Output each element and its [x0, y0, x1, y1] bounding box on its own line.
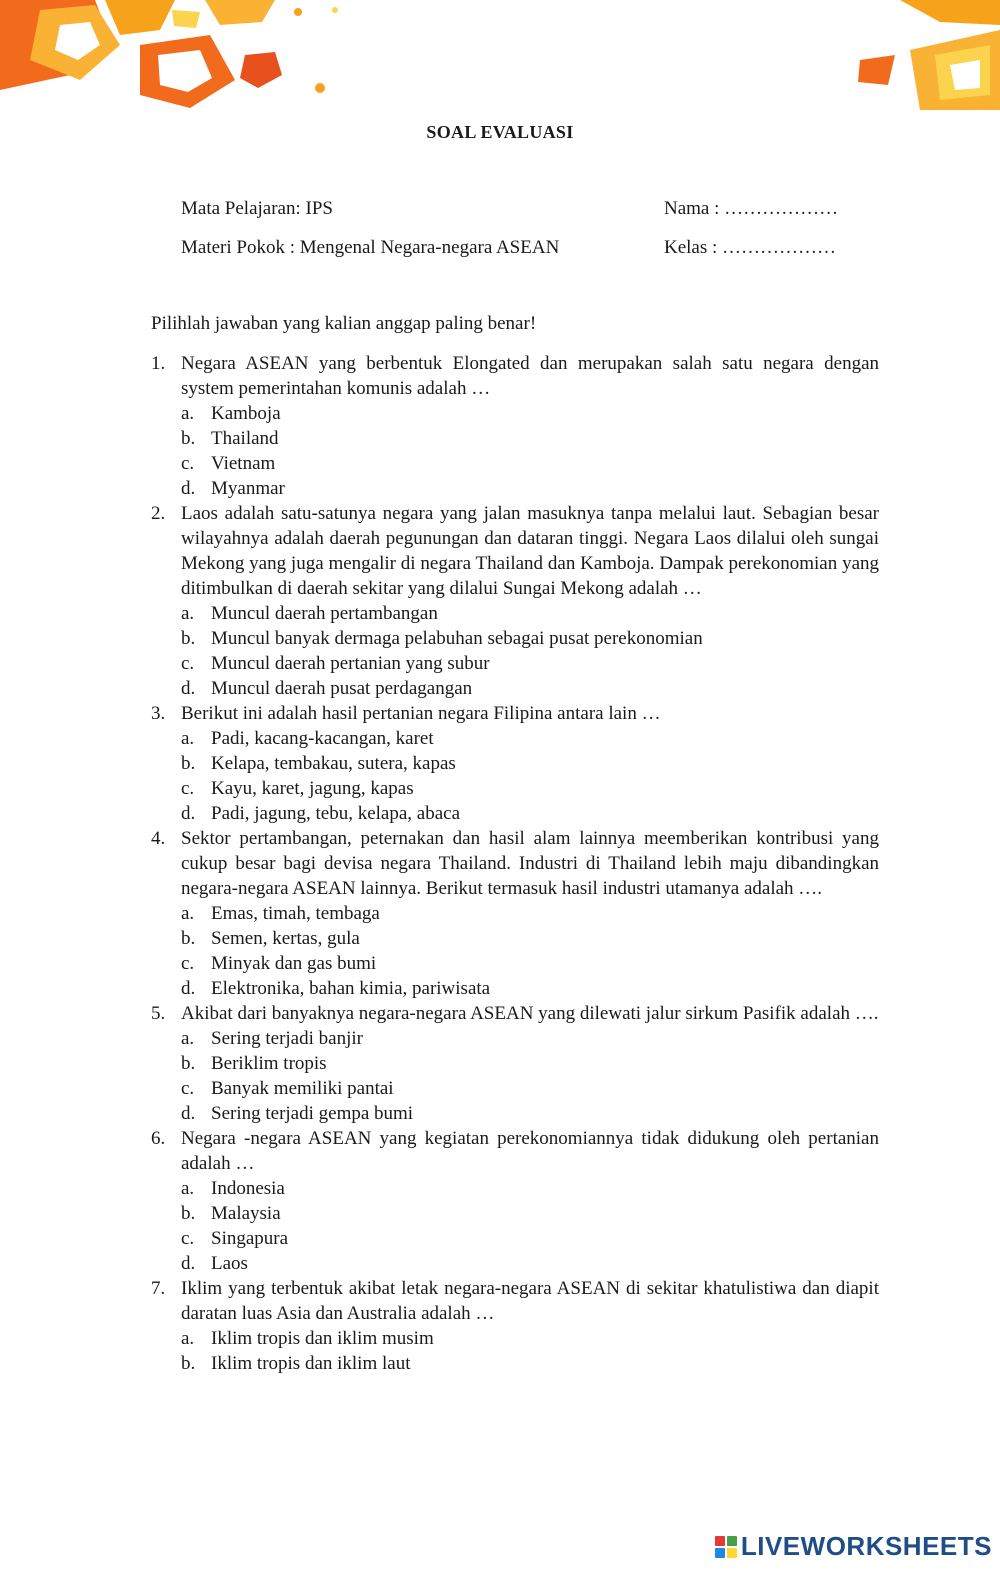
option-text: Minyak dan gas bumi	[211, 953, 377, 974]
answer-option	[151, 926, 879, 951]
option-text: Kamboja	[211, 403, 281, 424]
option-letter: a.	[181, 728, 195, 749]
option-letter: d.	[181, 1253, 196, 1274]
topic-label: Materi Pokok : Mengenal Negara-negara ASEAN	[181, 237, 560, 258]
option-letter: b.	[181, 628, 196, 649]
subject-label: Mata Pelajaran: IPS	[181, 198, 333, 219]
answer-option	[151, 1251, 879, 1276]
option-letter: b.	[181, 753, 196, 774]
logo-square	[715, 1536, 725, 1546]
answer-option	[151, 1176, 879, 1201]
question-number: 4.	[151, 828, 166, 849]
answer-option	[151, 801, 879, 826]
question-text: Negara ASEAN yang berbentuk Elongated dan merupakan salah satu negara dengan system pemerintahan komunis adalah …	[181, 353, 879, 399]
liveworksheets-logo	[715, 1531, 992, 1562]
answer-option	[151, 451, 879, 476]
option-text: Thailand	[211, 428, 279, 449]
option-letter: b.	[181, 928, 196, 949]
answer-option	[151, 751, 879, 776]
option-letter: c.	[181, 1078, 195, 1099]
option-text: Semen, kertas, gula	[211, 928, 360, 949]
option-text: Muncul daerah pertanian yang subur	[211, 653, 490, 674]
logo-square	[715, 1548, 725, 1558]
option-letter: b.	[181, 1353, 196, 1374]
option-letter: c.	[181, 1228, 195, 1249]
logo-square	[727, 1536, 737, 1546]
option-letter: a.	[181, 403, 195, 424]
option-text: Muncul banyak dermaga pelabuhan sebagai pusat perekonomian	[211, 628, 703, 649]
question-number: 3.	[151, 703, 166, 724]
question-text: Berikut ini adalah hasil pertanian negara Filipina antara lain …	[181, 703, 661, 724]
option-letter: d.	[181, 1103, 196, 1124]
answer-option	[151, 601, 879, 626]
option-text: Vietnam	[211, 453, 276, 474]
answer-option	[151, 651, 879, 676]
question-number: 2.	[151, 503, 166, 524]
question-number: 7.	[151, 1278, 166, 1299]
option-letter: a.	[181, 603, 195, 624]
option-letter: a.	[181, 1328, 195, 1349]
option-text: Elektronika, bahan kimia, pariwisata	[211, 978, 491, 999]
option-letter: a.	[181, 1178, 195, 1199]
option-text: Iklim tropis dan iklim laut	[211, 1353, 411, 1374]
answer-option	[151, 626, 879, 651]
header-decoration-right	[840, 0, 1000, 110]
answer-option	[151, 726, 879, 751]
option-text: Muncul daerah pusat perdagangan	[211, 678, 473, 699]
option-text: Indonesia	[211, 1178, 285, 1199]
logo-text: LIVEWORKSHEETS	[740, 1531, 992, 1561]
question-item	[151, 1126, 879, 1176]
question-list	[151, 351, 879, 1376]
answer-option	[151, 1326, 879, 1351]
option-text: Emas, timah, tembaga	[211, 903, 380, 924]
answer-option	[151, 426, 879, 451]
option-letter: b.	[181, 428, 196, 449]
option-text: Beriklim tropis	[211, 1053, 327, 1074]
answer-option	[151, 976, 879, 1001]
answer-option	[151, 1101, 879, 1126]
answer-option	[151, 1076, 879, 1101]
question-item	[151, 701, 879, 726]
answer-option	[151, 1226, 879, 1251]
option-text: Kayu, karet, jagung, kapas	[211, 778, 414, 799]
option-text: Laos	[211, 1253, 248, 1274]
option-letter: b.	[181, 1053, 196, 1074]
option-letter: a.	[181, 1028, 195, 1049]
option-text: Kelapa, tembakau, sutera, kapas	[211, 753, 456, 774]
answer-option	[151, 676, 879, 701]
option-text: Myanmar	[211, 478, 285, 499]
instruction-text: Pilihlah jawaban yang kalian anggap paling benar!	[151, 313, 537, 334]
option-letter: d.	[181, 478, 196, 499]
question-item	[151, 826, 879, 901]
question-item	[151, 1276, 879, 1326]
answer-option	[151, 776, 879, 801]
answer-option	[151, 476, 879, 501]
answer-option	[151, 1026, 879, 1051]
logo-square	[727, 1548, 737, 1558]
option-letter: a.	[181, 903, 195, 924]
option-text: Sering terjadi banjir	[211, 1028, 363, 1049]
option-letter: c.	[181, 453, 195, 474]
class-field: Kelas : ………………	[664, 237, 837, 258]
question-item	[151, 351, 879, 401]
option-letter: d.	[181, 803, 196, 824]
option-text: Iklim tropis dan iklim musim	[211, 1328, 434, 1349]
answer-option	[151, 901, 879, 926]
answer-option	[151, 1201, 879, 1226]
option-letter: d.	[181, 678, 196, 699]
option-letter: c.	[181, 778, 195, 799]
option-letter: d.	[181, 978, 196, 999]
question-text: Sektor pertambangan, peternakan dan hasil alam lainnya meemberikan kontribusi yang cukup besar bagi devisa negara Thailand. Industri di Thailand lebih maju dibandingkan negara-negara ASEAN lainnya. Berikut termasuk hasil industri utamanya adalah ….	[181, 828, 879, 899]
question-item	[151, 1001, 879, 1026]
option-text: Padi, jagung, tebu, kelapa, abaca	[211, 803, 461, 824]
answer-option	[151, 1351, 879, 1376]
answer-option	[151, 951, 879, 976]
option-text: Sering terjadi gempa bumi	[211, 1103, 414, 1124]
question-text: Negara -negara ASEAN yang kegiatan perekonomiannya tidak didukung oleh pertanian adalah …	[181, 1128, 879, 1174]
option-text: Singapura	[211, 1228, 289, 1249]
option-letter: c.	[181, 653, 195, 674]
answer-option	[151, 401, 879, 426]
question-text: Akibat dari banyaknya negara-negara ASEAN yang dilewati jalur sirkum Pasifik adalah ….	[181, 1003, 879, 1024]
option-letter: c.	[181, 953, 195, 974]
question-text: Laos adalah satu-satunya negara yang jalan masuknya tanpa melalui laut. Sebagian besar wilayahnya adalah daerah pegunungan dan dataran tinggi. Negara Laos dilalui oleh sungai Mekong yang juga mengalir di negara Thailand dan Kamboja. Dampak perekonomian yang ditimbulkan di daerah sekitar yang dilalui Sungai Mekong adalah …	[181, 503, 879, 599]
option-text: Banyak memiliki pantai	[211, 1078, 394, 1099]
option-text: Malaysia	[211, 1203, 281, 1224]
question-text: Iklim yang terbentuk akibat letak negara-negara ASEAN di sekitar khatulistiwa dan diapit daratan luas Asia dan Australia adalah …	[181, 1278, 879, 1324]
option-text: Muncul daerah pertambangan	[211, 603, 438, 624]
question-number: 1.	[151, 353, 166, 374]
question-number: 5.	[151, 1003, 166, 1024]
logo-mark-icon	[715, 1536, 737, 1558]
header-decoration-left	[0, 0, 360, 110]
option-text: Padi, kacang-kacangan, karet	[211, 728, 434, 749]
question-item	[151, 501, 879, 601]
option-letter: b.	[181, 1203, 196, 1224]
answer-option	[151, 1051, 879, 1076]
question-number: 6.	[151, 1128, 166, 1149]
name-field: Nama : ………………	[664, 198, 839, 219]
page-title: SOAL EVALUASI	[426, 122, 574, 142]
